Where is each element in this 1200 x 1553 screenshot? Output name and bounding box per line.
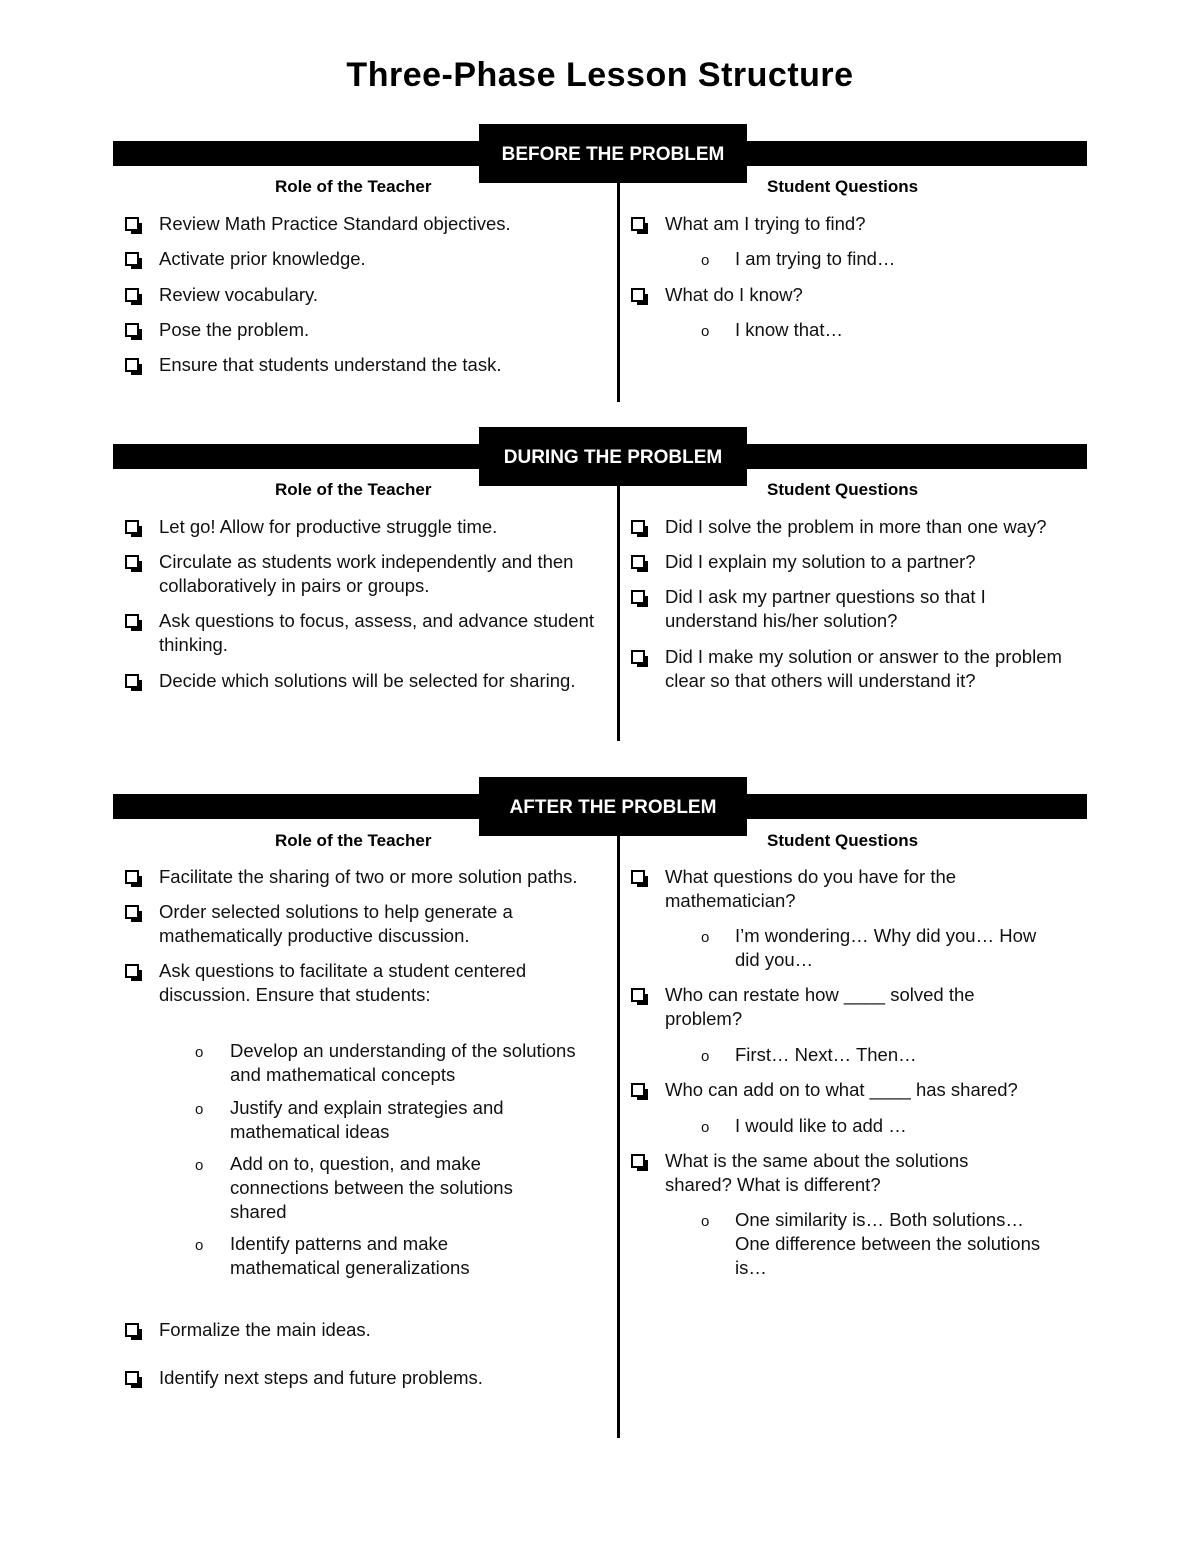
bullet-icon: o xyxy=(701,252,710,269)
checkbox-icon xyxy=(125,520,139,534)
bullet-icon: o xyxy=(195,1237,204,1254)
item-text: Order selected solutions to help generate a mathematically productive discussion. xyxy=(159,901,513,946)
checkbox-icon xyxy=(125,217,139,231)
checkbox-icon xyxy=(631,217,645,231)
bullet-icon: o xyxy=(195,1044,204,1061)
page-title: Three-Phase Lesson Structure xyxy=(346,56,854,94)
column-divider xyxy=(617,183,620,402)
item-text: Did I ask my partner questions so that I understand his/her solution? xyxy=(665,586,986,631)
item-text: Ask questions to facilitate a student centered discussion. Ensure that students: xyxy=(159,960,527,1005)
sub-item xyxy=(631,318,1083,342)
checkbox-item xyxy=(125,959,603,1007)
checkbox-item xyxy=(125,550,603,598)
item-text: What questions do you have for the mathematician? xyxy=(665,866,957,911)
checkbox-item xyxy=(125,318,603,342)
checkbox-icon xyxy=(125,358,139,372)
item-text: Who can add on to what ____ has shared? xyxy=(665,1079,1018,1100)
section-heading: AFTER THE PROBLEM xyxy=(479,777,747,836)
checkbox-icon xyxy=(125,555,139,569)
checkbox-icon xyxy=(125,1323,139,1337)
bullet-icon: o xyxy=(701,1048,710,1065)
section-during xyxy=(113,427,1087,747)
sub-item xyxy=(631,1114,1083,1138)
checkbox-item xyxy=(631,585,1083,633)
checkbox-icon xyxy=(631,590,645,604)
bullet-icon: o xyxy=(701,323,710,340)
teacher-list xyxy=(125,507,603,693)
teacher-header: Role of the Teacher xyxy=(275,177,432,196)
section-before xyxy=(113,124,1087,404)
teacher-list xyxy=(125,857,603,1390)
checkbox-item xyxy=(125,515,603,539)
item-text: Add on to, question, and make connections between the solutions shared xyxy=(230,1153,513,1222)
checkbox-icon xyxy=(125,674,139,688)
item-text: Pose the problem. xyxy=(159,319,310,340)
item-text: Facilitate the sharing of two or more solution paths. xyxy=(159,866,578,887)
bullet-icon: o xyxy=(701,929,710,946)
checkbox-item xyxy=(125,900,603,948)
item-text: One similarity is… Both solutions… One difference between the solutions is… xyxy=(735,1209,1041,1278)
sub-item xyxy=(125,1232,603,1280)
sub-item xyxy=(125,1039,603,1087)
checkbox-item xyxy=(125,865,603,889)
sub-item xyxy=(125,1096,603,1144)
checkbox-item xyxy=(631,983,1083,1031)
checkbox-icon xyxy=(631,650,645,664)
checkbox-item xyxy=(631,1078,1083,1102)
checkbox-icon xyxy=(631,1154,645,1168)
bullet-icon: o xyxy=(195,1157,204,1174)
checkbox-item xyxy=(125,609,603,657)
item-text: I am trying to find… xyxy=(735,248,896,269)
checkbox-icon xyxy=(631,1083,645,1097)
student-header: Student Questions xyxy=(767,480,919,499)
checkbox-item xyxy=(125,212,603,236)
item-text: I know that… xyxy=(735,319,843,340)
sub-item xyxy=(631,924,1083,972)
checkbox-icon xyxy=(125,1371,139,1385)
item-text: What am I trying to find? xyxy=(665,213,866,234)
item-text: Identify next steps and future problems. xyxy=(159,1367,483,1388)
checkbox-icon xyxy=(631,870,645,884)
bullet-icon: o xyxy=(701,1213,710,1230)
item-text: Develop an understanding of the solutions and mathematical concepts xyxy=(230,1040,576,1085)
teacher-list xyxy=(125,204,603,377)
teacher-header: Role of the Teacher xyxy=(275,480,432,499)
sub-item xyxy=(631,1208,1083,1280)
column-divider xyxy=(617,836,620,1438)
checkbox-icon xyxy=(631,520,645,534)
checkbox-item xyxy=(125,353,603,377)
item-text: Did I explain my solution to a partner? xyxy=(665,551,976,572)
item-text: Circulate as students work independently and then collaboratively in pairs or groups. xyxy=(159,551,574,596)
checkbox-item xyxy=(631,645,1083,693)
checkbox-item xyxy=(125,1318,603,1342)
teacher-header: Role of the Teacher xyxy=(275,831,432,850)
section-heading: DURING THE PROBLEM xyxy=(479,427,747,486)
item-text: Formalize the main ideas. xyxy=(159,1319,371,1340)
checkbox-icon xyxy=(125,288,139,302)
item-text: Did I make my solution or answer to the problem clear so that others will understand it? xyxy=(665,646,1062,691)
checkbox-item xyxy=(125,247,603,271)
item-text: Let go! Allow for productive struggle time. xyxy=(159,516,498,537)
student-header: Student Questions xyxy=(767,831,919,850)
checkbox-icon xyxy=(631,555,645,569)
bullet-icon: o xyxy=(701,1119,710,1136)
item-text: Decide which solutions will be selected for sharing. xyxy=(159,670,576,691)
item-text: Ensure that students understand the task. xyxy=(159,354,502,375)
checkbox-icon xyxy=(125,870,139,884)
checkbox-item xyxy=(125,283,603,307)
bullet-icon: o xyxy=(195,1101,204,1118)
checkbox-item xyxy=(125,1366,603,1390)
item-text: Activate prior knowledge. xyxy=(159,248,366,269)
item-text: What is the same about the solutions shared? What is different? xyxy=(665,1150,969,1195)
item-text: I would like to add … xyxy=(735,1115,907,1136)
item-text: Who can restate how ____ solved the problem? xyxy=(665,984,975,1029)
checkbox-item xyxy=(125,669,603,693)
item-text: Identify patterns and make mathematical generalizations xyxy=(230,1233,470,1278)
section-after xyxy=(113,777,1087,1442)
sub-item xyxy=(125,1152,603,1224)
item-text: Did I solve the problem in more than one way? xyxy=(665,516,1047,537)
student-list xyxy=(631,857,1083,1280)
checkbox-icon xyxy=(125,323,139,337)
section-heading: BEFORE THE PROBLEM xyxy=(479,124,747,183)
checkbox-item xyxy=(631,283,1083,307)
checkbox-item xyxy=(631,212,1083,236)
checkbox-icon xyxy=(125,252,139,266)
student-header: Student Questions xyxy=(767,177,919,196)
item-text: What do I know? xyxy=(665,284,803,305)
checkbox-icon xyxy=(125,905,139,919)
checkbox-icon xyxy=(125,614,139,628)
item-text: I’m wondering… Why did you… How did you… xyxy=(735,925,1037,970)
checkbox-item xyxy=(631,515,1083,539)
item-text: Review vocabulary. xyxy=(159,284,319,305)
sub-item xyxy=(631,1043,1083,1067)
checkbox-item xyxy=(631,865,1083,913)
column-divider xyxy=(617,486,620,741)
checkbox-icon xyxy=(631,288,645,302)
item-text: Justify and explain strategies and mathematical ideas xyxy=(230,1097,504,1142)
checkbox-icon xyxy=(631,988,645,1002)
checkbox-item xyxy=(631,1149,1083,1197)
sub-item xyxy=(631,247,1083,271)
item-text: Ask questions to focus, assess, and advance student thinking. xyxy=(159,610,595,655)
checkbox-item xyxy=(631,550,1083,574)
student-list xyxy=(631,507,1083,693)
item-text: Review Math Practice Standard objectives. xyxy=(159,213,511,234)
student-list xyxy=(631,204,1083,342)
item-text: First… Next… Then… xyxy=(735,1044,917,1065)
checkbox-icon xyxy=(125,964,139,978)
